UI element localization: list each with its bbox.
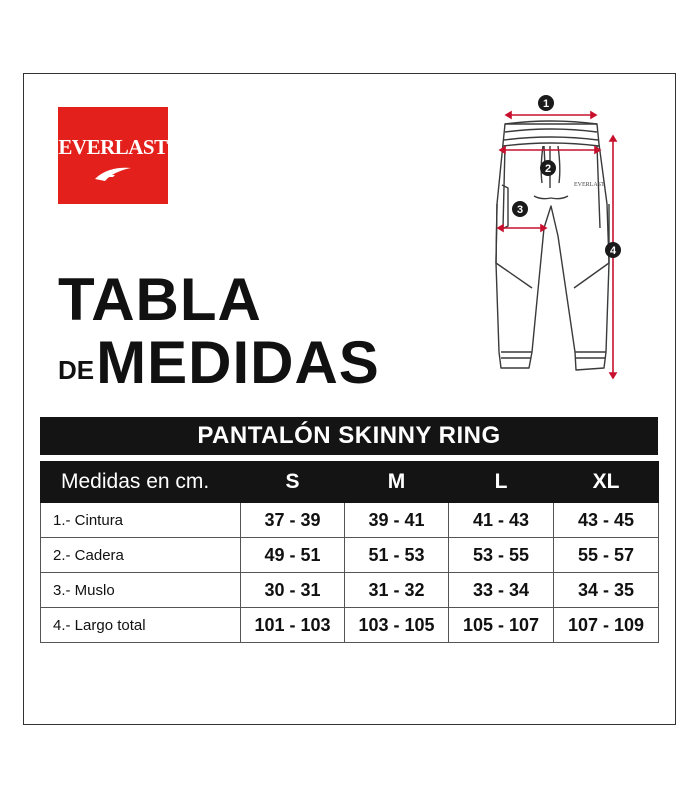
logo-text: EVERLAST: [58, 135, 168, 159]
marker-4: 4: [609, 245, 617, 257]
table-cell: 34 - 35: [554, 573, 659, 608]
size-xl-header: XL: [554, 462, 659, 503]
row-label: 4.- Largo total: [41, 608, 241, 643]
header-label: Medidas en cm.: [41, 462, 241, 503]
table-cell: 55 - 57: [554, 538, 659, 573]
title-line-1: TABLA: [58, 266, 262, 333]
table-cell: 105 - 107: [449, 608, 554, 643]
marker-2: 2: [544, 163, 552, 175]
table-cell: 30 - 31: [241, 573, 345, 608]
table-cell: 49 - 51: [241, 538, 345, 573]
table-cell: 31 - 32: [345, 573, 449, 608]
table-cell: 103 - 105: [345, 608, 449, 643]
table-cell: 53 - 55: [449, 538, 554, 573]
row-label: 3.- Muslo: [41, 573, 241, 608]
table-cell: 43 - 45: [554, 503, 659, 538]
size-table: [40, 461, 659, 643]
table-cell: 37 - 39: [241, 503, 345, 538]
size-m-header: M: [345, 462, 449, 503]
pants-diagram: [488, 88, 623, 398]
table-cell: 107 - 109: [554, 608, 659, 643]
title-prefix: DE: [58, 355, 95, 385]
table-cell: 41 - 43: [449, 503, 554, 538]
logo-swoosh-icon: [93, 165, 133, 183]
table-cell: 33 - 34: [449, 573, 554, 608]
row-label: 1.- Cintura: [41, 503, 241, 538]
table-header-row: [41, 462, 659, 503]
table-row: [41, 608, 659, 643]
table-cell: 101 - 103: [241, 608, 345, 643]
table-row: [41, 538, 659, 573]
pants-logo-icon: EVERLAST: [574, 182, 605, 188]
marker-1: 1: [542, 98, 550, 110]
marker-3: 3: [516, 204, 524, 216]
row-label: 2.- Cadera: [41, 538, 241, 573]
title-line-2: [58, 329, 380, 400]
table-row: [41, 573, 659, 608]
everlast-logo: [58, 107, 168, 204]
product-name-bar: PANTALÓN SKINNY RING: [40, 417, 658, 455]
table-cell: 51 - 53: [345, 538, 449, 573]
table-cell: 39 - 41: [345, 503, 449, 538]
title-medidas: MEDIDAS: [96, 329, 380, 396]
table-row: [41, 503, 659, 538]
size-l-header: L: [449, 462, 554, 503]
size-s-header: S: [241, 462, 345, 503]
